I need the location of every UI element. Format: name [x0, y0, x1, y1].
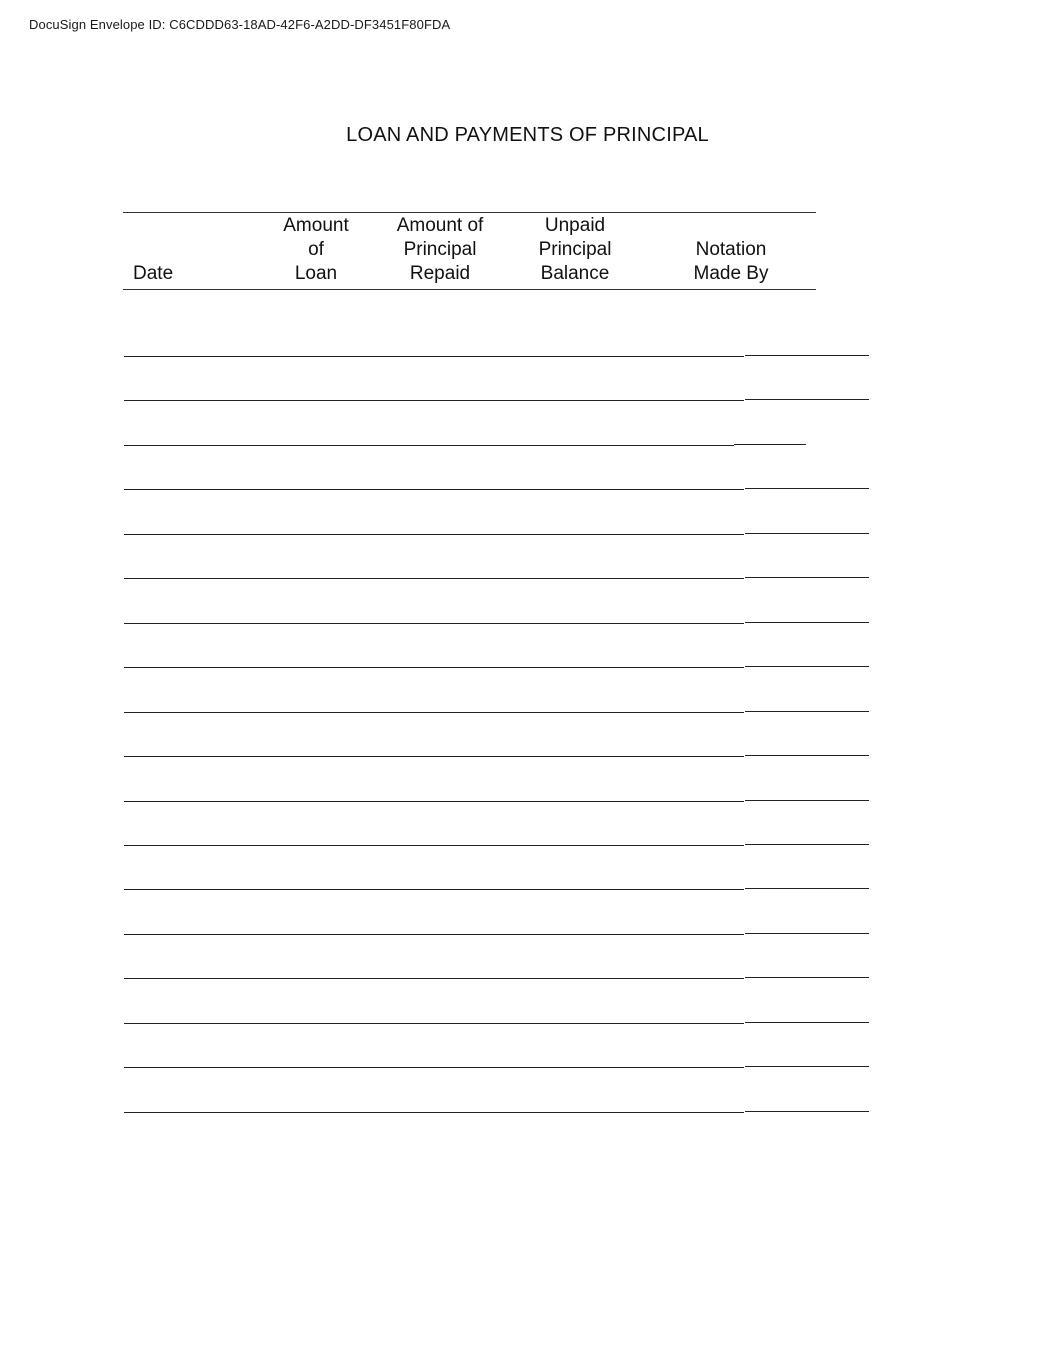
column-header-amount-of-loan-line-3: Loan — [294, 263, 338, 284]
column-header-principal-repaid-line-2: Principal — [403, 239, 477, 260]
notation-line — [745, 888, 869, 889]
table-row — [124, 756, 744, 757]
column-header-unpaid-balance-line-3: Balance — [540, 263, 610, 284]
column-header-amount-of-loan-line-2: of — [308, 239, 324, 260]
column-header-notation-line-3: Made By — [693, 263, 769, 284]
table-row — [124, 1112, 744, 1113]
notation-line — [734, 444, 806, 445]
column-header-unpaid-balance-line-1: Unpaid — [544, 215, 606, 236]
table-row — [124, 978, 744, 979]
table-row — [124, 889, 744, 890]
table-row — [124, 623, 744, 624]
table-row — [124, 445, 734, 446]
table-row — [124, 712, 744, 713]
column-header-principal-repaid-line-1: Amount of — [396, 215, 484, 236]
notation-line — [745, 977, 869, 978]
notation-line — [745, 1022, 869, 1023]
envelope-id: DocuSign Envelope ID: C6CDDD63-18AD-42F6-A2DD-DF3451F80FDA — [29, 17, 451, 32]
table-row — [124, 356, 744, 357]
table-row — [124, 667, 744, 668]
table-row — [124, 578, 744, 579]
notation-line — [745, 1111, 869, 1112]
column-header-notation-line-2: Notation — [695, 239, 767, 260]
column-header-principal-repaid-line-3: Repaid — [409, 263, 471, 284]
notation-line — [745, 800, 869, 801]
notation-line — [745, 577, 869, 578]
table-row — [124, 1023, 744, 1024]
table-row — [124, 845, 744, 846]
column-header-unpaid-balance-line-2: Principal — [538, 239, 612, 260]
notation-line — [745, 666, 869, 667]
page-title: LOAN AND PAYMENTS OF PRINCIPAL — [346, 124, 709, 146]
table-row — [124, 400, 744, 401]
notation-line — [745, 355, 869, 356]
column-header-date-line-3: Date — [133, 263, 174, 284]
notation-line — [745, 1066, 869, 1067]
column-header-amount-of-loan-line-1: Amount — [283, 215, 349, 236]
table-row — [124, 1067, 744, 1068]
notation-line — [745, 933, 869, 934]
notation-line — [745, 844, 869, 845]
table-row — [124, 801, 744, 802]
table-row — [124, 934, 744, 935]
notation-line — [745, 399, 869, 400]
table-row — [124, 534, 744, 535]
notation-line — [745, 533, 869, 534]
notation-line — [745, 622, 869, 623]
notation-line — [745, 711, 869, 712]
notation-line — [745, 488, 869, 489]
notation-line — [745, 755, 869, 756]
table-row — [124, 489, 744, 490]
